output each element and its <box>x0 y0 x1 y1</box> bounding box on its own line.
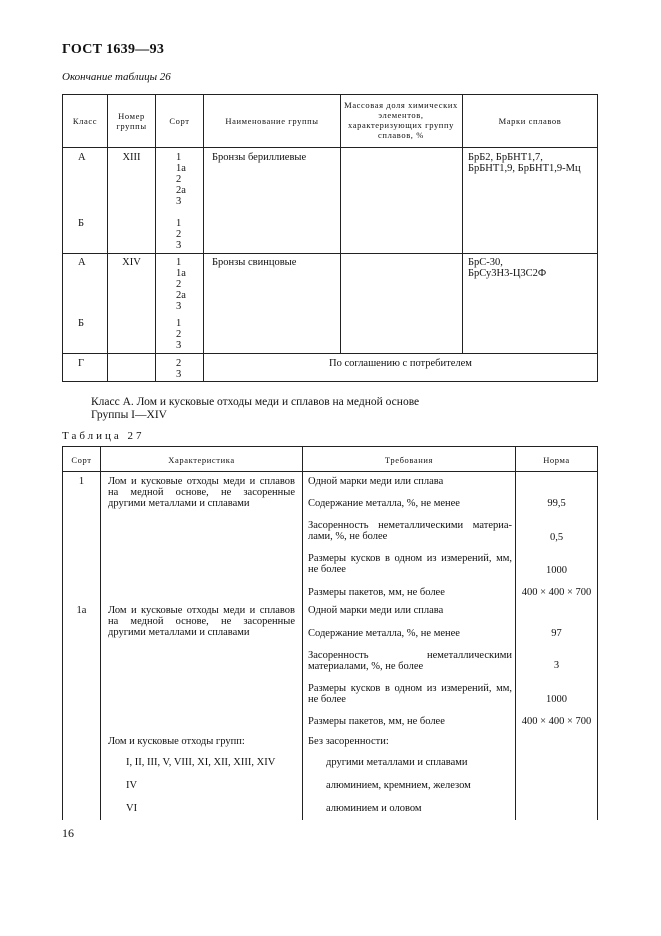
sort-1a-norm-nonmetallic: 3 <box>553 660 560 671</box>
header-sort: Сорт <box>169 116 190 126</box>
row-xiv-group-name: Бронзы свинцовые <box>212 257 297 268</box>
row-xiii-sorts-a: 1 1а 2 2а 3 <box>176 152 186 207</box>
row-xiii-alloy-grades: БрБ2, БрБНТ1,7, БрБНТ1,9, БрБНТ1,9-Мц <box>468 152 581 174</box>
sort-1-req-one-grade: Одной марки меди или сплава <box>308 476 444 487</box>
sort-1a-norm-packet-size: 400 × 400 × 700 <box>521 716 592 727</box>
sort-1a-norm-metal-content: 97 <box>551 628 562 639</box>
row-xiv-group-number: XIV <box>122 257 141 268</box>
class-a-heading: Класс А. Лом и кусковые отходы меди и сплавов на медной основе <box>91 396 420 408</box>
sort-1-norm-nonmetallic: 0,5 <box>549 532 564 543</box>
sort-1a-label: 1а <box>76 605 87 616</box>
header-sort: Сорт <box>71 455 92 465</box>
row-xiv-klass-a: А <box>78 257 86 268</box>
groups-block-label: Лом и кусковые отходы групп: <box>108 736 245 747</box>
sort-1-req-metal-content: Содержание металла, %, не менее <box>308 498 460 509</box>
header-requirements: Требования <box>384 455 434 465</box>
header-characteristic: Характеристика <box>168 455 235 465</box>
row-xiii-klass-a: А <box>78 152 86 163</box>
groups-item-vi: VI <box>126 803 138 814</box>
row-xiv-sorts-b: 1 2 3 <box>176 318 182 351</box>
sort-1a-req-nonmetallic: Засоренность неметаллическими материалами, %, не более <box>308 650 512 672</box>
header-massovaya-dolya: Массовая доля химических элементов, характеризующих группу сплавов, % <box>344 100 458 140</box>
groups-item-vi-req: алюминием и оловом <box>326 803 422 814</box>
table-continuation-caption: Окончание таблицы 26 <box>62 71 171 83</box>
row-xiii-group-name: Бронзы бериллиевые <box>212 152 307 163</box>
row-xiv-alloy-grades: БрС-30, БрСу3Н3-Ц3С2Ф <box>468 257 547 279</box>
sort-1a-req-packet-size: Размеры пакетов, мм, не более <box>308 716 445 727</box>
sort-1-characteristic: Лом и кусковые отходы меди и сплавов на медной основе, не засоренные другими металлами и сплавами <box>108 476 295 509</box>
sort-1a-norm-piece-size: 1000 <box>546 694 567 705</box>
groups-item-i-xiv: I, II, III, V, VIII, XI, XII, XIII, XIV <box>126 757 276 768</box>
sort-1-norm-packet-size: 400 × 400 × 700 <box>521 587 592 598</box>
page-number: 16 <box>62 826 74 840</box>
header-norm: Норма <box>543 455 570 465</box>
sort-1-label: 1 <box>78 476 85 487</box>
row-g-agreement-note: По соглашению с потребителем <box>329 358 472 369</box>
header-naimenovanie: Наименование группы <box>225 116 319 126</box>
row-xiii-group-number: XIII <box>122 152 141 163</box>
header-klass: Класс <box>72 116 98 126</box>
groups-range-heading: Группы I—XIV <box>91 409 167 421</box>
row-xiv-klass-b: Б <box>78 318 85 329</box>
row-xiii-klass-b: Б <box>78 218 85 229</box>
document-title: ГОСТ 1639—93 <box>62 42 165 57</box>
groups-item-i-xiv-req: другими металлами и сплавами <box>326 757 468 768</box>
groups-block-req-label: Без засоренности: <box>308 736 389 747</box>
table-27-caption: Таблица 27 <box>62 430 145 442</box>
sort-1-req-packet-size: Размеры пакетов, мм, не более <box>308 587 445 598</box>
sort-1a-characteristic: Лом и кусковые отходы меди и сплавов на медной основе, не засоренные другими металлами и сплавами <box>108 605 295 638</box>
row-xiv-sorts-a: 1 1а 2 2а 3 <box>176 257 186 312</box>
header-marki-splavov: Марки сплавов <box>498 116 562 126</box>
sort-1-req-nonmetallic: Засоренность неметаллическими материа-лами, %, не более <box>308 520 512 542</box>
row-xiii-sorts-b: 1 2 3 <box>176 218 182 251</box>
sort-1a-req-metal-content: Содержание металла, %, не менее <box>308 628 460 639</box>
sort-1-req-piece-size: Размеры кусков в одном из измерений, мм, не более <box>308 553 512 575</box>
sort-1a-req-one-grade: Одной марки меди или сплава <box>308 605 444 616</box>
row-g-klass: Г <box>78 358 85 369</box>
row-g-sorts: 2 3 <box>176 358 182 380</box>
groups-item-iv: IV <box>126 780 138 791</box>
sort-1-norm-piece-size: 1000 <box>546 565 567 576</box>
groups-item-iv-req: алюминием, кремнием, железом <box>326 780 471 791</box>
header-nomer-gruppy: Номер группы <box>116 111 147 131</box>
sort-1-norm-metal-content: 99,5 <box>547 498 566 509</box>
sort-1a-req-piece-size: Размеры кусков в одном из измерений, мм, не более <box>308 683 512 705</box>
